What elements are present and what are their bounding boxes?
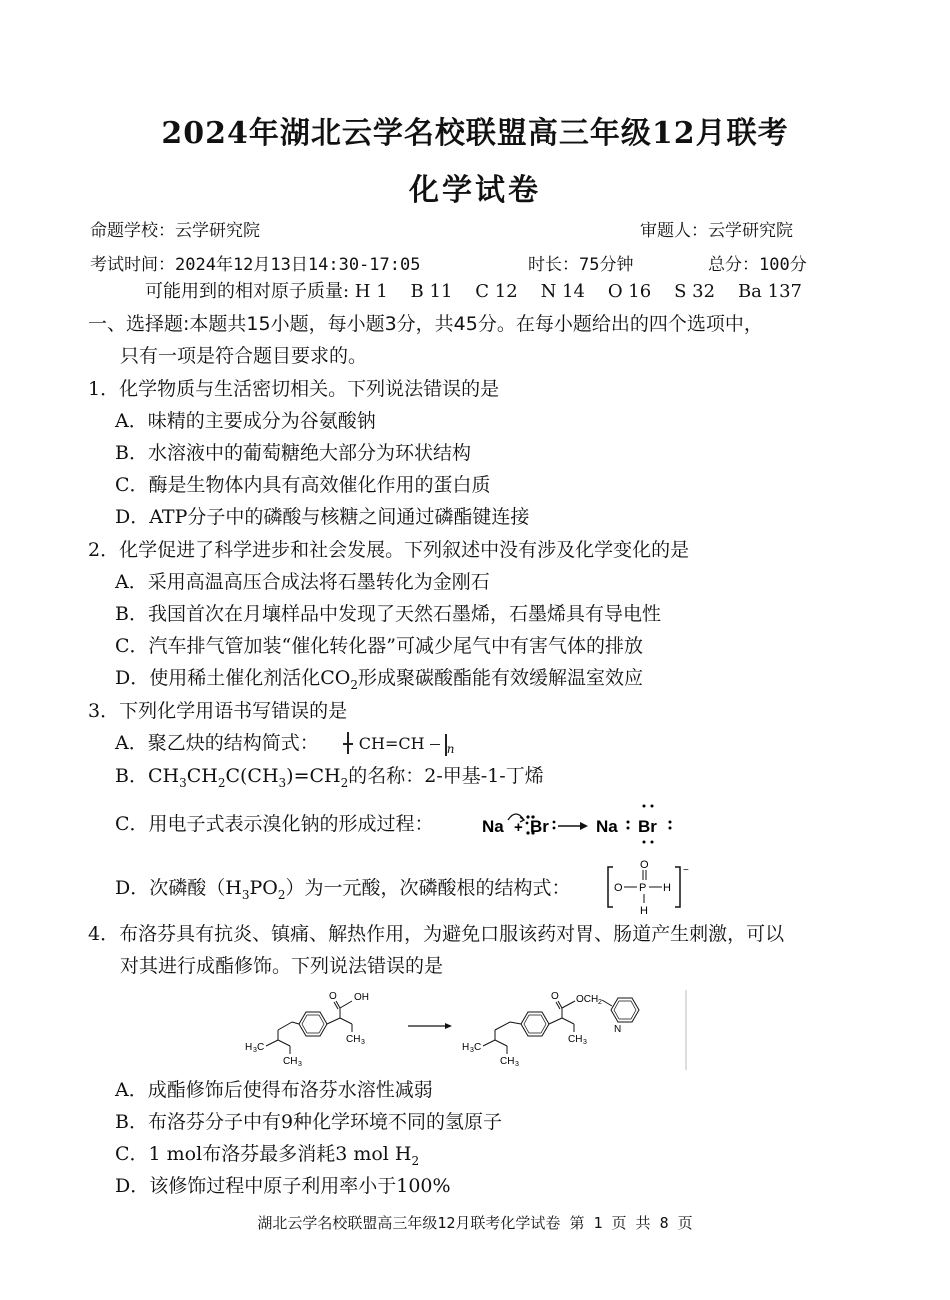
q1-option-d: D．ATP分子中的磷酸与核糖之间通过磷酯键连接 (115, 506, 530, 528)
svg-text:H: H (640, 905, 648, 917)
q3-option-d: D．次磷酸$(H_3PO_2)$为一元酸，次磷酸根的结构式： (115, 877, 571, 902)
q4-option-b: B．布洛芬分子中有9种化学环境不同的氢原子 (115, 1111, 503, 1133)
hypophosphite-structure (605, 855, 687, 917)
exam-time: 考试时间：2024年12月13日14:30-17:05 (90, 255, 421, 275)
q4-option-d: D．该修饰过程中原子利用率小于100% (115, 1175, 451, 1197)
q1-option-a: A．味精的主要成分为谷氨酸钠 (115, 410, 376, 432)
svg-text:Br: Br (638, 817, 657, 836)
section-heading-line1: 一、选择题:本题共15小题，每小题3分，共45分。在每小题给出的四个选项中， (88, 313, 763, 335)
svg-text:OCH: OCH (576, 994, 599, 1005)
q2-option-a: A．采用高温高压合成法将石墨转化为金刚石 (115, 571, 490, 593)
svg-text:H: H (462, 1042, 470, 1053)
svg-text:CH: CH (283, 1056, 298, 1067)
svg-text:3: 3 (298, 1061, 302, 1068)
atomic-masses: 可能用到的相对原子质量: H 1 B 11 C 12 N 14 O 16 S 32 Ba 137 (145, 281, 802, 302)
svg-text:−: − (683, 865, 689, 876)
svg-text:3: 3 (583, 1039, 587, 1046)
svg-text:H: H (245, 1042, 253, 1053)
svg-text:3: 3 (470, 1047, 474, 1054)
q3-stem: 3．下列化学用语书写错误的是 (88, 700, 348, 722)
svg-text:O: O (329, 991, 337, 1002)
svg-text:3: 3 (361, 1039, 365, 1046)
nabr-electron-formula (478, 800, 683, 852)
svg-text:OH: OH (354, 992, 369, 1003)
reviewer: 审题人：云学研究院 (640, 221, 793, 241)
q3-option-a: A．聚乙炔的结构简式： CH=CH $_n$ (115, 732, 455, 757)
svg-text:N: N (614, 1024, 622, 1035)
svg-text:3: 3 (253, 1047, 257, 1054)
exam-subject: 化学试卷 (409, 173, 541, 208)
svg-text:Br: Br (530, 817, 549, 836)
q4-option-a: A．成酯修饰后使得布洛芬水溶性减弱 (115, 1079, 433, 1101)
q3-option-b: B．$CH_3CH_2C(CH_3)=CH_2$的名称：2-甲基-1-丁烯 (115, 765, 544, 790)
svg-text:3: 3 (515, 1061, 519, 1068)
svg-text:Na: Na (482, 817, 504, 836)
q2-option-c: C．汽车排气管加装“催化转化器”可减少尾气中有害气体的排放 (115, 635, 643, 657)
svg-text:O: O (614, 882, 623, 894)
svg-text:P: P (639, 882, 647, 894)
q1-option-c: C．酶是生物体内具有高效催化作用的蛋白质 (115, 474, 491, 496)
svg-text:C: C (257, 1042, 265, 1053)
ibuprofen-esterification-scheme (240, 988, 690, 1074)
q3-option-c: C．用电子式表示溴化钠的形成过程： (115, 813, 434, 835)
svg-text:O: O (640, 859, 649, 871)
q2-option-b: B．我国首次在月壤样品中发现了天然石墨烯，石墨烯具有导电性 (115, 603, 661, 625)
svg-text:CH: CH (500, 1056, 515, 1067)
q4-stem-line1: 4．布洛芬具有抗炎、镇痛、解热作用，为避免口服该药对胃、肠道产生刺激，可以 (88, 923, 785, 945)
exam-total: 总分：100分 (708, 255, 807, 275)
svg-text:Na: Na (596, 817, 618, 836)
svg-text:CH: CH (568, 1034, 583, 1045)
svg-text:+: + (514, 819, 523, 836)
q2-option-d: D．使用稀土催化剂活化$CO_2$形成聚碳酸酯能有效缓解温室效应 (115, 667, 644, 692)
q2-stem: 2．化学促进了科学进步和社会发展。下列叙述中没有涉及化学变化的是 (88, 539, 690, 561)
section-heading-line2: 只有一项是符合题目要求的。 (120, 345, 368, 367)
q4-option-c: C．1 mol布洛芬最多消耗3 mol $H_2$ (115, 1143, 420, 1168)
svg-text:2: 2 (598, 999, 602, 1006)
svg-text:H: H (663, 882, 671, 894)
q1-stem: 1．化学物质与生活密切相关。下列说法错误的是 (88, 378, 500, 400)
page-footer: 湖北云学名校联盟高三年级12月联考化学试卷 第 1 页 共 8 页 (257, 1214, 693, 1232)
polyacetylene-formula: CH=CH $_n$ (347, 734, 455, 753)
svg-text:C: C (474, 1042, 482, 1053)
setter-school: 命题学校：云学研究院 (90, 221, 260, 241)
exam-title: 2024年湖北云学名校联盟高三年级12月联考 (161, 116, 789, 151)
svg-text:O: O (551, 991, 559, 1002)
q1-option-b: B．水溶液中的葡萄糖绝大部分为环状结构 (115, 442, 471, 464)
exam-duration: 时长：75分钟 (528, 255, 634, 275)
svg-text:CH: CH (346, 1034, 361, 1045)
q4-stem-line2: 对其进行成酯修饰。下列说法错误的是 (120, 955, 444, 977)
